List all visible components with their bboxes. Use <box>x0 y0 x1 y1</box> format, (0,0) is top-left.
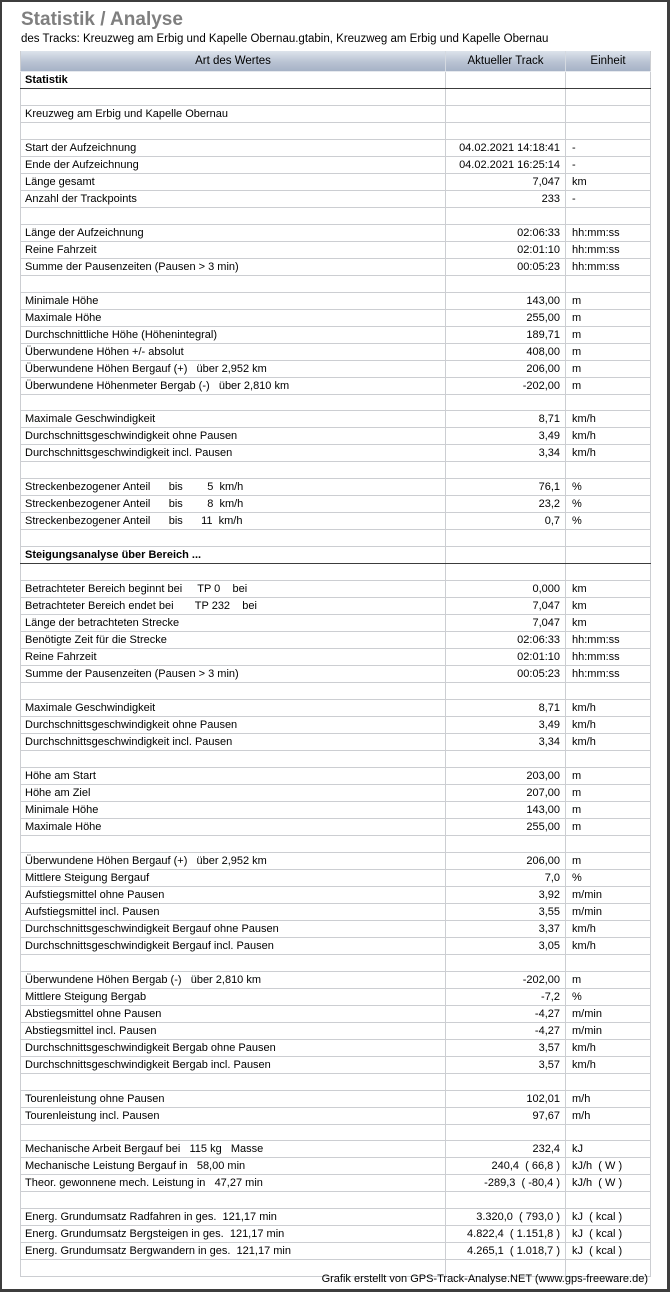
row-label <box>21 89 446 106</box>
table-row <box>21 886 651 903</box>
row-unit: m <box>566 971 651 988</box>
row-unit: m <box>566 377 651 394</box>
row-unit: m <box>566 767 651 784</box>
row-unit: km/h <box>566 445 651 462</box>
row-unit: hh:mm:ss <box>566 632 651 649</box>
row-label: Durchschnittsgeschwindigkeit Bergauf incl. Pausen <box>21 937 446 954</box>
row-label: Mittlere Steigung Bergauf <box>21 869 446 886</box>
table-row <box>21 767 651 784</box>
row-value: 255,00 <box>446 309 566 326</box>
row-unit: m/min <box>566 1005 651 1022</box>
row-unit: km/h <box>566 734 651 751</box>
row-value: -4,27 <box>446 1005 566 1022</box>
table-row <box>21 377 651 394</box>
stats-table-body <box>21 72 651 1277</box>
row-unit: % <box>566 988 651 1005</box>
row-unit: hh:mm:ss <box>566 258 651 275</box>
row-unit: hh:mm:ss <box>566 666 651 683</box>
row-label <box>21 564 446 581</box>
row-label <box>21 1124 446 1141</box>
row-unit: km/h <box>566 1039 651 1056</box>
row-label: Streckenbezogener Anteil bis 11 km/h <box>21 513 446 530</box>
row-value <box>446 530 566 547</box>
row-value: 4.265,1 ( 1.018,7 ) <box>446 1243 566 1260</box>
row-value: 3,37 <box>446 920 566 937</box>
table-row <box>21 852 651 869</box>
row-value: 207,00 <box>446 784 566 801</box>
row-label: Überwundene Höhen Bergauf (+) über 2,952 km <box>21 360 446 377</box>
row-value: 97,67 <box>446 1107 566 1124</box>
row-unit: m <box>566 852 651 869</box>
table-row <box>21 530 651 547</box>
row-label: Tourenleistung incl. Pausen <box>21 1107 446 1124</box>
row-unit <box>566 1124 651 1141</box>
row-value: 143,00 <box>446 801 566 818</box>
table-row <box>21 818 651 835</box>
row-value: 3,57 <box>446 1039 566 1056</box>
table-row <box>21 190 651 207</box>
row-value: -289,3 ( -80,4 ) <box>446 1175 566 1192</box>
table-row <box>21 1107 651 1124</box>
row-unit: - <box>566 156 651 173</box>
row-label: Betrachteter Bereich beginnt bei TP 0 bei <box>21 581 446 598</box>
row-value <box>446 564 566 581</box>
table-header-row <box>21 51 651 72</box>
table-row <box>21 683 651 700</box>
row-label: Abstiegsmittel ohne Pausen <box>21 1005 446 1022</box>
column-header-einheit: Einheit <box>566 51 651 72</box>
row-value <box>446 751 566 768</box>
row-unit: - <box>566 190 651 207</box>
row-value: 3,49 <box>446 717 566 734</box>
row-value <box>446 954 566 971</box>
row-unit <box>566 530 651 547</box>
row-label <box>21 1073 446 1090</box>
row-value: 408,00 <box>446 343 566 360</box>
row-unit <box>566 835 651 852</box>
row-value <box>446 394 566 411</box>
row-unit: km <box>566 615 651 632</box>
row-value: 3,34 <box>446 445 566 462</box>
row-label: Aufstiegsmittel incl. Pausen <box>21 903 446 920</box>
row-value <box>446 1073 566 1090</box>
row-value: 3,49 <box>446 428 566 445</box>
row-label: Reine Fahrzeit <box>21 649 446 666</box>
table-row <box>21 275 651 292</box>
table-row <box>21 1073 651 1090</box>
row-label <box>21 530 446 547</box>
table-row <box>21 462 651 479</box>
table-row <box>21 1243 651 1260</box>
row-unit <box>566 394 651 411</box>
row-label: Minimale Höhe <box>21 801 446 818</box>
row-unit <box>566 1192 651 1209</box>
row-label: Durchschnittsgeschwindigkeit Bergab incl. Pausen <box>21 1056 446 1073</box>
table-row <box>21 89 651 106</box>
row-value: 02:06:33 <box>446 224 566 241</box>
row-label: Theor. gewonnene mech. Leistung in 47,27 min <box>21 1175 446 1192</box>
row-unit: m/min <box>566 903 651 920</box>
row-unit: m <box>566 818 651 835</box>
row-unit: km <box>566 581 651 598</box>
row-label: Durchschnittsgeschwindigkeit incl. Pausen <box>21 445 446 462</box>
row-value: 04.02.2021 16:25:14 <box>446 156 566 173</box>
table-row <box>21 258 651 275</box>
row-value: 240,4 ( 66,8 ) <box>446 1158 566 1175</box>
footer-credit: Grafik erstellt von GPS-Track-Analyse.NET (www.gps-freeware.de) <box>321 1273 648 1285</box>
table-row <box>21 1022 651 1039</box>
row-label: Kreuzweg am Erbig und Kapelle Obernau <box>21 105 446 122</box>
table-row <box>21 173 651 190</box>
table-row <box>21 445 651 462</box>
row-value: 102,01 <box>446 1090 566 1107</box>
row-value: 8,71 <box>446 700 566 717</box>
row-unit: % <box>566 513 651 530</box>
row-unit: km/h <box>566 920 651 937</box>
row-label: Länge gesamt <box>21 173 446 190</box>
row-unit: km/h <box>566 428 651 445</box>
row-value: 4.822,4 ( 1.151,8 ) <box>446 1226 566 1243</box>
row-label: Aufstiegsmittel ohne Pausen <box>21 886 446 903</box>
row-label <box>21 751 446 768</box>
table-row <box>21 801 651 818</box>
statistics-table <box>20 51 651 1277</box>
row-value: 206,00 <box>446 360 566 377</box>
row-value: 7,047 <box>446 598 566 615</box>
row-label: Länge der Aufzeichnung <box>21 224 446 241</box>
row-label: Statistik <box>21 72 446 89</box>
table-row <box>21 105 651 122</box>
table-row <box>21 1158 651 1175</box>
row-unit: kJ ( kcal ) <box>566 1243 651 1260</box>
row-value: 7,0 <box>446 869 566 886</box>
row-label: Durchschnittsgeschwindigkeit ohne Pausen <box>21 428 446 445</box>
row-unit <box>566 547 651 564</box>
row-label: Streckenbezogener Anteil bis 8 km/h <box>21 496 446 513</box>
row-value: 3.320,0 ( 793,0 ) <box>446 1209 566 1226</box>
table-row <box>21 1175 651 1192</box>
row-label: Maximale Geschwindigkeit <box>21 411 446 428</box>
row-unit <box>566 207 651 224</box>
row-value: 3,57 <box>446 1056 566 1073</box>
table-row <box>21 920 651 937</box>
row-label: Summe der Pausenzeiten (Pausen > 3 min) <box>21 258 446 275</box>
row-value <box>446 683 566 700</box>
row-value <box>446 1192 566 1209</box>
row-label: Betrachteter Bereich endet bei TP 232 bei <box>21 598 446 615</box>
row-label <box>21 394 446 411</box>
row-unit <box>566 751 651 768</box>
row-value: 7,047 <box>446 173 566 190</box>
row-value: -7,2 <box>446 988 566 1005</box>
table-row <box>21 751 651 768</box>
row-value: 203,00 <box>446 767 566 784</box>
row-value <box>446 105 566 122</box>
row-unit: m <box>566 801 651 818</box>
row-label: Mechanische Leistung Bergauf in 58,00 min <box>21 1158 446 1175</box>
row-label: Ende der Aufzeichnung <box>21 156 446 173</box>
row-label: Steigungsanalyse über Bereich ... <box>21 547 446 564</box>
row-unit: kJ ( kcal ) <box>566 1226 651 1243</box>
row-label <box>21 122 446 139</box>
row-value: 232,4 <box>446 1141 566 1158</box>
row-value: 02:06:33 <box>446 632 566 649</box>
row-value <box>446 122 566 139</box>
table-row <box>21 734 651 751</box>
row-value: 3,92 <box>446 886 566 903</box>
row-unit: - <box>566 139 651 156</box>
row-label: Durchschnittsgeschwindigkeit Bergauf ohne Pausen <box>21 920 446 937</box>
table-row <box>21 122 651 139</box>
row-label: Reine Fahrzeit <box>21 241 446 258</box>
row-label: Länge der betrachteten Strecke <box>21 615 446 632</box>
row-unit <box>566 564 651 581</box>
table-row <box>21 479 651 496</box>
row-unit: % <box>566 479 651 496</box>
row-label: Durchschnittliche Höhe (Höhenintegral) <box>21 326 446 343</box>
row-unit: hh:mm:ss <box>566 241 651 258</box>
table-row <box>21 988 651 1005</box>
table-row <box>21 139 651 156</box>
row-unit: km <box>566 173 651 190</box>
row-value: 0,7 <box>446 513 566 530</box>
row-label: Überwundene Höhen +/- absolut <box>21 343 446 360</box>
row-label: Maximale Geschwindigkeit <box>21 700 446 717</box>
row-label: Höhe am Ziel <box>21 784 446 801</box>
row-unit: hh:mm:ss <box>566 224 651 241</box>
table-row <box>21 224 651 241</box>
row-label: Überwundene Höhenmeter Bergab (-) über 2,810 km <box>21 377 446 394</box>
row-value: 3,55 <box>446 903 566 920</box>
row-value: 23,2 <box>446 496 566 513</box>
table-row <box>21 1124 651 1141</box>
row-unit: km/h <box>566 700 651 717</box>
row-unit <box>566 275 651 292</box>
row-label: Energ. Grundumsatz Bergsteigen in ges. 121,17 min <box>21 1226 446 1243</box>
row-value: 7,047 <box>446 615 566 632</box>
row-value: 0,000 <box>446 581 566 598</box>
row-label: Tourenleistung ohne Pausen <box>21 1090 446 1107</box>
table-row <box>21 649 651 666</box>
row-unit: m/h <box>566 1107 651 1124</box>
row-unit: km/h <box>566 937 651 954</box>
row-label: Maximale Höhe <box>21 309 446 326</box>
table-row <box>21 1192 651 1209</box>
row-label: Anzahl der Trackpoints <box>21 190 446 207</box>
row-unit: km/h <box>566 411 651 428</box>
row-unit: m/min <box>566 886 651 903</box>
row-label <box>21 462 446 479</box>
table-row <box>21 581 651 598</box>
row-label: Durchschnittsgeschwindigkeit ohne Pausen <box>21 717 446 734</box>
row-value <box>446 207 566 224</box>
row-unit: % <box>566 869 651 886</box>
row-value <box>446 89 566 106</box>
row-label: Summe der Pausenzeiten (Pausen > 3 min) <box>21 666 446 683</box>
row-unit: m <box>566 326 651 343</box>
table-row <box>21 954 651 971</box>
row-unit: kJ ( kcal ) <box>566 1209 651 1226</box>
row-value: 02:01:10 <box>446 649 566 666</box>
row-label: Minimale Höhe <box>21 292 446 309</box>
table-row <box>21 292 651 309</box>
row-value: 233 <box>446 190 566 207</box>
row-value: 02:01:10 <box>446 241 566 258</box>
row-label: Start der Aufzeichnung <box>21 139 446 156</box>
table-row <box>21 207 651 224</box>
table-row <box>21 1141 651 1158</box>
table-row <box>21 428 651 445</box>
row-unit <box>566 1073 651 1090</box>
table-row <box>21 971 651 988</box>
row-value: 143,00 <box>446 292 566 309</box>
table-row <box>21 1226 651 1243</box>
row-unit: % <box>566 496 651 513</box>
row-unit: m/h <box>566 1090 651 1107</box>
row-value <box>446 462 566 479</box>
row-unit: km/h <box>566 1056 651 1073</box>
row-value: 3,05 <box>446 937 566 954</box>
column-header-art-des-wertes: Art des Wertes <box>21 51 446 72</box>
row-label: Höhe am Start <box>21 767 446 784</box>
row-value: 189,71 <box>446 326 566 343</box>
row-label: Energ. Grundumsatz Radfahren in ges. 121,17 min <box>21 1209 446 1226</box>
table-row <box>21 343 651 360</box>
section-row <box>21 547 651 564</box>
table-row <box>21 1056 651 1073</box>
row-unit: m/min <box>566 1022 651 1039</box>
row-value <box>446 1124 566 1141</box>
table-row <box>21 1090 651 1107</box>
row-unit: km <box>566 598 651 615</box>
row-unit: kJ/h ( W ) <box>566 1175 651 1192</box>
row-value <box>446 835 566 852</box>
row-value: -202,00 <box>446 377 566 394</box>
table-row <box>21 700 651 717</box>
row-value: 3,34 <box>446 734 566 751</box>
row-value: -202,00 <box>446 971 566 988</box>
row-unit <box>566 72 651 89</box>
table-row <box>21 496 651 513</box>
table-row <box>21 241 651 258</box>
table-row <box>21 717 651 734</box>
row-label: Maximale Höhe <box>21 818 446 835</box>
column-header-aktueller-track: Aktueller Track <box>446 51 566 72</box>
row-unit: m <box>566 784 651 801</box>
row-label: Überwundene Höhen Bergauf (+) über 2,952 km <box>21 852 446 869</box>
row-value <box>446 547 566 564</box>
row-unit: kJ <box>566 1141 651 1158</box>
row-value: 255,00 <box>446 818 566 835</box>
row-unit <box>566 462 651 479</box>
row-unit: kJ/h ( W ) <box>566 1158 651 1175</box>
table-row <box>21 1209 651 1226</box>
row-unit <box>566 683 651 700</box>
row-label <box>21 275 446 292</box>
table-row <box>21 835 651 852</box>
row-unit: m <box>566 343 651 360</box>
table-row <box>21 903 651 920</box>
table-row <box>21 326 651 343</box>
row-unit: km/h <box>566 717 651 734</box>
row-unit <box>566 89 651 106</box>
table-row <box>21 411 651 428</box>
table-row <box>21 666 651 683</box>
row-value: 00:05:23 <box>446 258 566 275</box>
row-label: Benötigte Zeit für die Strecke <box>21 632 446 649</box>
table-row <box>21 156 651 173</box>
table-row <box>21 1005 651 1022</box>
table-row <box>21 564 651 581</box>
row-label: Energ. Grundumsatz Bergwandern in ges. 121,17 min <box>21 1243 446 1260</box>
row-label <box>21 1192 446 1209</box>
page-title: Statistik / Analyse <box>21 9 183 30</box>
row-value: 00:05:23 <box>446 666 566 683</box>
row-label: Durchschnittsgeschwindigkeit Bergab ohne Pausen <box>21 1039 446 1056</box>
table-row <box>21 360 651 377</box>
row-value: -4,27 <box>446 1022 566 1039</box>
row-label: Abstiegsmittel incl. Pausen <box>21 1022 446 1039</box>
row-label <box>21 835 446 852</box>
table-row <box>21 309 651 326</box>
row-label <box>21 954 446 971</box>
row-label: Mechanische Arbeit Bergauf bei 115 kg Masse <box>21 1141 446 1158</box>
row-value: 04.02.2021 14:18:41 <box>446 139 566 156</box>
table-row <box>21 632 651 649</box>
row-value: 76,1 <box>446 479 566 496</box>
row-unit <box>566 122 651 139</box>
row-unit: m <box>566 292 651 309</box>
table-row <box>21 394 651 411</box>
table-row <box>21 1039 651 1056</box>
row-label <box>21 683 446 700</box>
table-row <box>21 869 651 886</box>
row-label <box>21 207 446 224</box>
row-unit <box>566 954 651 971</box>
row-value <box>446 275 566 292</box>
row-label: Streckenbezogener Anteil bis 5 km/h <box>21 479 446 496</box>
row-value <box>446 72 566 89</box>
table-row <box>21 513 651 530</box>
section-row <box>21 72 651 89</box>
row-value: 8,71 <box>446 411 566 428</box>
row-unit: m <box>566 360 651 377</box>
row-value: 206,00 <box>446 852 566 869</box>
row-unit <box>566 105 651 122</box>
table-row <box>21 937 651 954</box>
table-row <box>21 615 651 632</box>
row-unit: m <box>566 309 651 326</box>
table-row <box>21 598 651 615</box>
row-label: Durchschnittsgeschwindigkeit incl. Pausen <box>21 734 446 751</box>
row-label: Überwundene Höhen Bergab (-) über 2,810 km <box>21 971 446 988</box>
row-label: Mittlere Steigung Bergab <box>21 988 446 1005</box>
track-subtitle: des Tracks: Kreuzweg am Erbig und Kapelle Obernau.gtabin, Kreuzweg am Erbig und Kapelle Obernau <box>21 33 549 45</box>
table-row <box>21 784 651 801</box>
row-unit: hh:mm:ss <box>566 649 651 666</box>
